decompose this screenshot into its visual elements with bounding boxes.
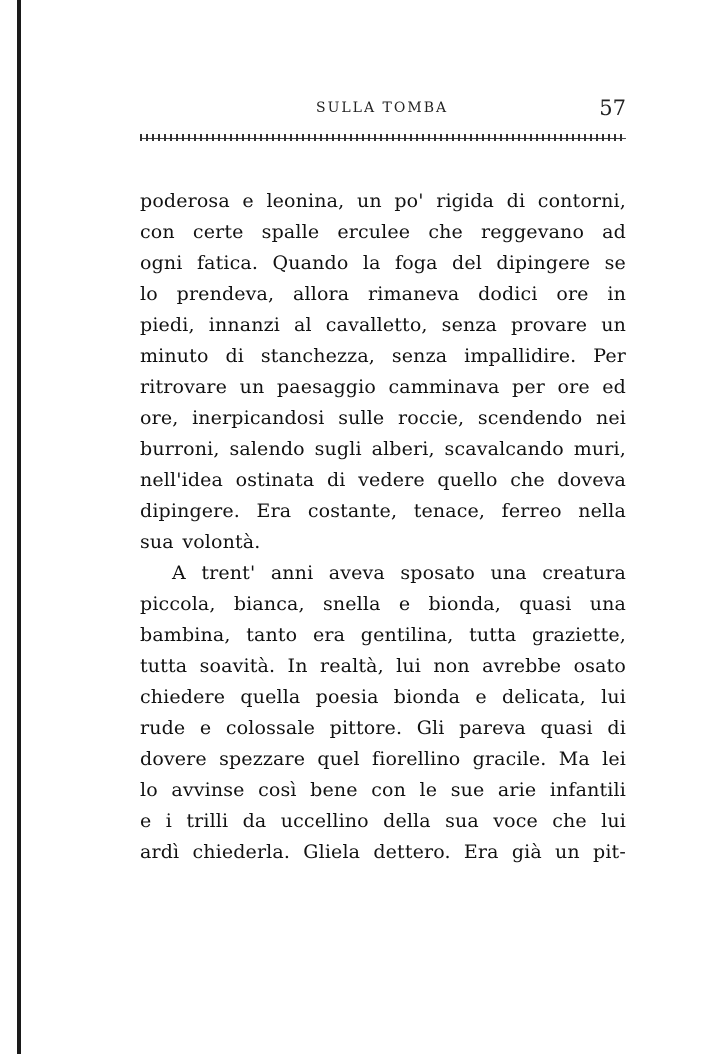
word: e bbox=[242, 190, 254, 212]
word: chiedere bbox=[140, 686, 226, 708]
word: lui bbox=[601, 810, 626, 832]
word: senza bbox=[441, 314, 497, 336]
word: innanzi bbox=[208, 314, 280, 336]
text-line bbox=[140, 434, 626, 465]
word: nella bbox=[578, 500, 626, 522]
word: di bbox=[225, 345, 244, 367]
word: fatica. bbox=[196, 252, 259, 274]
word: sua bbox=[140, 531, 174, 553]
text-line bbox=[140, 775, 626, 806]
word: tanto bbox=[246, 624, 298, 646]
word: lo bbox=[140, 283, 158, 305]
word: paesaggio bbox=[276, 376, 376, 398]
word: un bbox=[239, 376, 265, 398]
word: e bbox=[199, 717, 212, 739]
word: quasi bbox=[519, 593, 572, 615]
word: provare bbox=[511, 314, 588, 336]
word: quella bbox=[240, 686, 301, 708]
word: ed bbox=[602, 376, 626, 398]
word: quasi bbox=[540, 717, 593, 739]
running-title: SULLA TOMBA bbox=[316, 100, 449, 116]
word: pit- bbox=[593, 841, 626, 863]
paragraph bbox=[140, 558, 626, 868]
word: ore, bbox=[140, 407, 179, 429]
word: dipingere bbox=[496, 252, 591, 274]
word: i bbox=[165, 810, 172, 832]
text-line bbox=[140, 279, 626, 310]
word: rimaneva bbox=[368, 283, 460, 305]
word: al bbox=[294, 314, 312, 336]
word: ostinata bbox=[235, 469, 315, 491]
word: uccellino bbox=[280, 810, 369, 832]
word: della bbox=[383, 810, 431, 832]
word: sue bbox=[450, 779, 485, 801]
word: po' bbox=[394, 190, 424, 212]
word: una bbox=[589, 593, 626, 615]
text-line bbox=[140, 620, 626, 651]
word: lui bbox=[396, 655, 422, 677]
word: contorni, bbox=[537, 190, 626, 212]
word: rigida bbox=[436, 190, 495, 212]
word: bene bbox=[310, 779, 358, 801]
word: poderosa bbox=[140, 190, 230, 212]
word: di bbox=[506, 190, 526, 212]
text-line bbox=[140, 186, 626, 217]
word: per bbox=[512, 376, 545, 398]
text-line bbox=[140, 248, 626, 279]
word: doveva bbox=[557, 469, 626, 491]
word: infantili bbox=[549, 779, 626, 801]
word: camminava bbox=[388, 376, 500, 398]
text-line bbox=[140, 744, 626, 775]
word: dipingere. bbox=[140, 500, 240, 522]
word: e bbox=[140, 810, 152, 832]
word: rude bbox=[140, 717, 186, 739]
word: alberi, bbox=[371, 438, 435, 460]
word: del bbox=[452, 252, 482, 274]
page-number: 57 bbox=[599, 96, 626, 120]
page-header bbox=[140, 96, 626, 126]
word: cavalletto, bbox=[325, 314, 428, 336]
word: Era bbox=[463, 841, 499, 863]
word: impallidire. bbox=[464, 345, 577, 367]
word: reggevano bbox=[481, 221, 585, 243]
word: nei bbox=[595, 407, 626, 429]
text-line bbox=[140, 217, 626, 248]
word: spezzare bbox=[219, 748, 306, 770]
word: in bbox=[607, 283, 626, 305]
ornamental-rule bbox=[140, 134, 626, 143]
word: una bbox=[490, 562, 527, 584]
word: aveva bbox=[328, 562, 385, 584]
text-line bbox=[140, 589, 626, 620]
word: delicata, bbox=[501, 686, 586, 708]
word: ritrovare bbox=[140, 376, 228, 398]
word: muri, bbox=[573, 438, 626, 460]
word: ardì bbox=[140, 841, 180, 863]
word: Era bbox=[256, 500, 292, 522]
word: quello bbox=[437, 469, 498, 491]
word: creatura bbox=[542, 562, 626, 584]
word: Per bbox=[593, 345, 626, 367]
word: tutta bbox=[140, 655, 188, 677]
word: se bbox=[604, 252, 626, 274]
word: Gliela bbox=[303, 841, 361, 863]
text-line bbox=[140, 372, 626, 403]
word: un bbox=[601, 314, 626, 336]
body-text bbox=[140, 186, 626, 868]
word: roccie, bbox=[397, 407, 465, 429]
word: costante, bbox=[307, 500, 398, 522]
word: spalle bbox=[261, 221, 320, 243]
word: dettero. bbox=[373, 841, 451, 863]
word: anni bbox=[270, 562, 314, 584]
word: così bbox=[258, 779, 297, 801]
word: un bbox=[356, 190, 382, 212]
word: chiederla. bbox=[192, 841, 291, 863]
word: di bbox=[326, 469, 346, 491]
text-line bbox=[140, 403, 626, 434]
text-line bbox=[140, 651, 626, 682]
word: Ma bbox=[558, 748, 590, 770]
word: tenace, bbox=[413, 500, 486, 522]
word: avvinse bbox=[171, 779, 245, 801]
word: bambina, bbox=[140, 624, 231, 646]
word: lui bbox=[601, 686, 626, 708]
word: ore bbox=[556, 283, 589, 305]
word: ogni bbox=[140, 252, 183, 274]
word: che bbox=[428, 221, 463, 243]
word: sugli bbox=[314, 438, 362, 460]
word: poesia bbox=[315, 686, 379, 708]
word: piccola, bbox=[140, 593, 216, 615]
word: sua bbox=[445, 810, 479, 832]
word: snella bbox=[322, 593, 381, 615]
word: arie bbox=[497, 779, 537, 801]
word: trilli bbox=[186, 810, 229, 832]
word: la bbox=[362, 252, 381, 274]
word: leonina, bbox=[266, 190, 345, 212]
word: e bbox=[475, 686, 487, 708]
word: prendeva, bbox=[176, 283, 275, 305]
word: volontà. bbox=[182, 531, 261, 553]
word: certe bbox=[192, 221, 244, 243]
word: bianca, bbox=[233, 593, 305, 615]
word: quel bbox=[317, 748, 360, 770]
word: erculee bbox=[337, 221, 411, 243]
word: gentilina, bbox=[360, 624, 454, 646]
page-binding-edge bbox=[17, 0, 21, 1054]
word: era bbox=[312, 624, 346, 646]
word: avrebbe bbox=[482, 655, 562, 677]
word: In bbox=[287, 655, 308, 677]
word: stanchezza, bbox=[260, 345, 375, 367]
text-line bbox=[140, 558, 626, 589]
word: lei bbox=[602, 748, 626, 770]
word: allora bbox=[293, 283, 350, 305]
word: dodici bbox=[478, 283, 538, 305]
word: osato bbox=[573, 655, 626, 677]
word: gracile. bbox=[472, 748, 547, 770]
word: nell'idea bbox=[140, 469, 224, 491]
word: senza bbox=[391, 345, 448, 367]
word: con bbox=[371, 779, 406, 801]
word: lo bbox=[140, 779, 158, 801]
word: burroni, bbox=[140, 438, 220, 460]
word: Quando bbox=[272, 252, 349, 274]
word: da bbox=[242, 810, 267, 832]
word: minuto bbox=[140, 345, 209, 367]
word: le bbox=[419, 779, 438, 801]
word: già bbox=[511, 841, 542, 863]
word: ferreo bbox=[501, 500, 562, 522]
word: con bbox=[140, 221, 175, 243]
word: non bbox=[433, 655, 470, 677]
word: ore bbox=[557, 376, 590, 398]
word: salendo bbox=[229, 438, 305, 460]
text-line bbox=[140, 527, 626, 558]
text-line bbox=[140, 806, 626, 837]
word: realtà, bbox=[319, 655, 384, 677]
word: soavità. bbox=[199, 655, 276, 677]
word: vedere bbox=[358, 469, 425, 491]
text-line bbox=[140, 465, 626, 496]
word: voce bbox=[493, 810, 538, 832]
word: bionda bbox=[393, 686, 461, 708]
text-line bbox=[140, 837, 626, 868]
word: bionda, bbox=[428, 593, 501, 615]
word: tutta bbox=[469, 624, 517, 646]
word: inerpicandosi bbox=[192, 407, 325, 429]
paragraph bbox=[140, 186, 626, 558]
word: scavalcando bbox=[444, 438, 564, 460]
word: piedi, bbox=[140, 314, 195, 336]
word: che bbox=[510, 469, 545, 491]
word: e bbox=[398, 593, 411, 615]
word: che bbox=[552, 810, 587, 832]
text-line bbox=[140, 341, 626, 372]
word: sposato bbox=[400, 562, 475, 584]
word: dovere bbox=[140, 748, 207, 770]
word: pittore. bbox=[329, 717, 403, 739]
word: foga bbox=[395, 252, 438, 274]
text-line bbox=[140, 496, 626, 527]
word: ad bbox=[602, 221, 626, 243]
word: graziette, bbox=[532, 624, 626, 646]
word: trent' bbox=[201, 562, 256, 584]
text-line bbox=[140, 310, 626, 341]
text-line bbox=[140, 713, 626, 744]
word: Gli bbox=[416, 717, 445, 739]
word: scendendo bbox=[477, 407, 583, 429]
word: A bbox=[172, 562, 186, 584]
word: un bbox=[555, 841, 580, 863]
word: colossale bbox=[225, 717, 316, 739]
word: di bbox=[607, 717, 626, 739]
word: sulle bbox=[338, 407, 385, 429]
word: fiorellino bbox=[372, 748, 461, 770]
text-line bbox=[140, 682, 626, 713]
word: pareva bbox=[459, 717, 526, 739]
